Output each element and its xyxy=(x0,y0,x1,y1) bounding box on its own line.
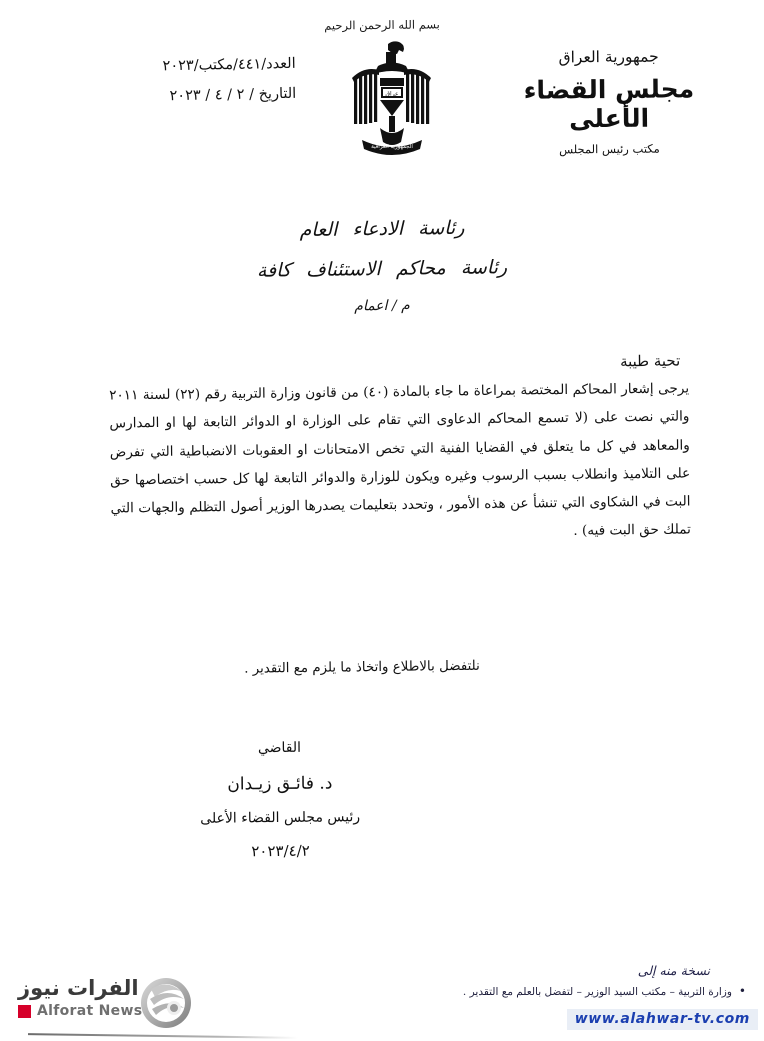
cc-list xyxy=(226,984,746,998)
logo-swirl-icon xyxy=(138,975,194,1031)
closing-text: نلتفضل بالاطلاع واتخاذ ما يلزم مع التقدير . xyxy=(244,658,480,677)
authority-block xyxy=(484,47,735,157)
signer-title: القاضي xyxy=(257,739,302,757)
addressee-line-1: رئاسة الادعاء العام xyxy=(299,216,465,242)
cc-block xyxy=(226,963,746,998)
basmala-text: بسم الله الرحمن الرحيم xyxy=(324,17,440,33)
alforat-news-logo xyxy=(18,975,228,1033)
logo-arabic-text: الفرات نيوز xyxy=(18,976,139,1000)
scan-artifact-line xyxy=(28,1033,298,1039)
logo-english-text: Alforat News xyxy=(37,1003,143,1020)
url-watermark: www.alahwar-tv.com xyxy=(567,1009,758,1030)
body-text-block xyxy=(109,374,691,551)
body-paragraph: يرجى إشعار المحاكم المختصة بمراعاة ما جاء بالمادة (٤٠) من قانون وزارة التربية رقم (٢٢) لسنة ٢٠١١ والتي نصت على (لا تسمع المحاكم الدعاوى التي تقام على الوزارة او الدوائر التابعة لها او المدارس والمعاهد في كل ما يتعلق في القضايا الفنية التي تخص الامتحانات او العقوبات الانضباطية التي تفرض على التلاميذ وانطلاب بسبب الرسوب وغيره ويكون للوزارة والدوائر التابعة لها كل حسب اختصاصها حق البت في الشكاوى التي تنشأ عن هذه الأمور ، وتحدد بتعليمات يصدرها الوزير أصول التظلم والجهات التي تملك حق البت فيه) . xyxy=(109,380,691,540)
cc-list-item: • وزارة التربية – مكتب السيد الوزير – لتفضل بالعلم مع التقدير . xyxy=(226,984,746,998)
addressee-line-2: رئاسة محاكم الاستئناف كافة xyxy=(256,256,508,282)
eagle-of-saladin-emblem xyxy=(344,36,440,166)
signer-role: رئيس مجلس القضاء الأعلى xyxy=(200,809,361,827)
logo-red-square-icon xyxy=(18,1005,31,1018)
office-name: مكتب رئيس المجلس xyxy=(558,141,660,157)
svg-text:عراق: عراق xyxy=(385,90,399,98)
document-number: العدد/٤٤١/مكتب/٢٠٢٣ xyxy=(162,55,296,75)
document-header xyxy=(0,0,764,190)
document-date: التاريخ / ٢ / ٤ / ٢٠٢٣ xyxy=(169,85,297,104)
country-name: جمهورية العراق xyxy=(558,47,659,67)
document-meta-left xyxy=(65,50,296,114)
addressee-block xyxy=(0,218,764,314)
signature-date: ٢٠٢٣/٤/٢ xyxy=(251,841,310,861)
subject-line: م / اعمام xyxy=(354,297,410,315)
signature-block xyxy=(129,738,430,861)
cc-title: نسخة منه إلى xyxy=(637,963,710,978)
greeting-text: تحية طيبة xyxy=(619,351,681,371)
signer-name: د. فائـق زيـدان xyxy=(227,773,333,795)
institution-name: مجلس القضاء الأعلى xyxy=(523,74,695,134)
svg-text:الجمهورية العراقية: الجمهورية العراقية xyxy=(371,144,413,150)
